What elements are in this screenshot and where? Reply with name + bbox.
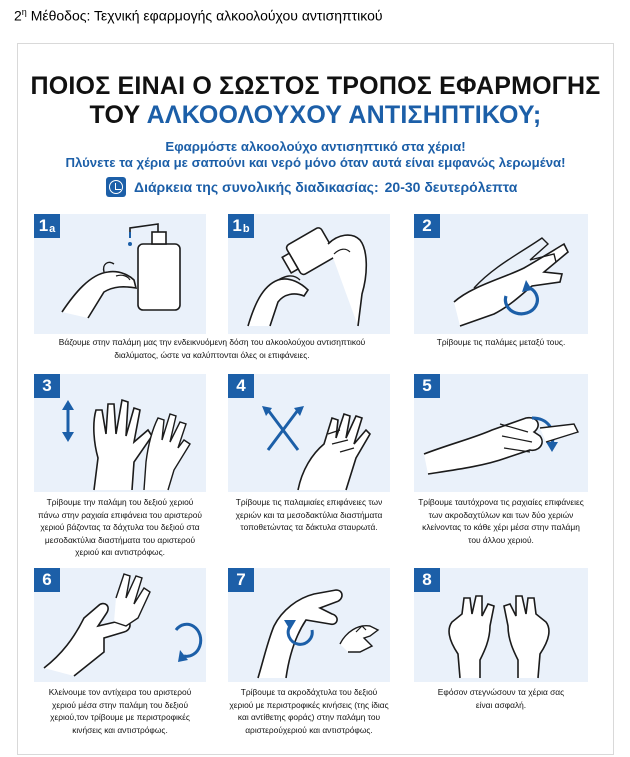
dry-hands-icon (414, 568, 588, 682)
caption-line: Τρίβουμε τα ακροδάχτυλα του δεξιού (240, 687, 378, 697)
step-panel-4 (228, 374, 390, 492)
caption-line: κινήσεις και αντιστρόφως. (72, 724, 168, 735)
method-number: 2 (14, 7, 22, 24)
caption-line: Εφόσον στεγνώσουν τα χέρια σας (437, 687, 565, 697)
caption-line: διαλύματος, ώστε να καλύπτονται όλες οι επιφάνειες. (114, 349, 310, 360)
step-7-caption (228, 686, 390, 736)
hand-pressing-bottle-icon (228, 214, 390, 334)
poster-subtitle-line1: Εφαρμόστε αλκοολούχο αντισηπτικό στα χέρια! (165, 139, 466, 154)
step-panel-6 (34, 568, 206, 682)
caption-line: των ακροδαχτύλων και των δύο χεριών (428, 509, 574, 520)
palm-to-palm-icon (414, 214, 588, 334)
backs-of-fingers-icon (414, 374, 588, 492)
poster-subtitle-line2: Πλύνετε τα χέρια με σαπούνι και νερό μόνο όταν αυτά είναι εμφανώς λερωμένα! (65, 155, 566, 170)
caption-line: χεριού βάζοντας τα δάχτυλα του δεξιού στα (40, 522, 200, 532)
fingers-interlaced-icon (228, 374, 390, 492)
step-2-caption: Τρίβουμε τις παλάμες μεταξύ τους. (436, 337, 566, 347)
hand-rub-poster (17, 43, 614, 755)
caption-line: χεριού μέσα στην παλάμη του δεξιού (51, 699, 189, 710)
title-highlight: ΑΛΚΟΟΛΟΥΧΟΥ ΑΝΤΙΣΗΠΤΙΚΟΥ; (146, 101, 542, 129)
caption-line: αριστερούχεριού και αντιστρόφως. (245, 724, 373, 735)
caption-line: Τρίβουμε την παλάμη του δεξιού χεριού (46, 497, 194, 507)
duration-value: 20-30 δευτερόλεπτα (384, 179, 518, 195)
duration-label: Διάρκεια της συνολικής διαδικασίας: (134, 179, 379, 195)
step-badge: 1 b (228, 214, 254, 238)
caption-line: κλείνοντας το κάθε χέρι μέσα στην παλάμη (422, 522, 580, 532)
step-8-caption (414, 686, 588, 711)
caption-line: χεριού και αντιστρόφως. (75, 547, 165, 557)
step-panel-7 (228, 568, 390, 682)
step-panel-1a (34, 214, 206, 334)
step-badge: 4 (228, 374, 254, 398)
step-panel-1b (228, 214, 390, 334)
step-panel-5 (414, 374, 588, 492)
step-5-caption (414, 496, 588, 546)
duration-row (106, 176, 517, 198)
caption-line: τοποθετώντας τα δάκτυλα σταυρωτά. (240, 522, 378, 532)
fingertips-in-palm-icon (228, 568, 390, 682)
poster-title-line1: ΠΟΙΟΣ ΕΙΝΑΙ Ο ΣΩΣΤΟΣ ΤΡΟΠΟΣ ΕΦΑΡΜΟΓΗΣ (30, 72, 601, 100)
step-badge: 7 (228, 568, 254, 592)
hand-under-dispenser-icon (34, 214, 206, 334)
step-badge: 3 (34, 374, 60, 398)
method-heading (14, 7, 383, 24)
caption-line: χεριού,τον τρίβουμε με περιστροφικές (50, 712, 190, 722)
step-6-caption (34, 686, 206, 736)
step-panel-2 (414, 214, 588, 334)
poster-title-line2 (18, 101, 613, 130)
step-badge: 5 (414, 374, 440, 398)
step-4-caption (228, 496, 390, 534)
caption-line: είναι ασφαλή. (475, 699, 527, 710)
caption-line: μεσοδακτύλια διαστήματα του αριστερού (44, 534, 196, 545)
step-panel-3 (34, 374, 206, 492)
title-prefix: ΤΟΥ (89, 101, 147, 129)
method-title: Μέθοδος: Τεχνική εφαρμογής αλκοολούχου αντισηπτικού (26, 7, 383, 24)
caption-line: χεριού με περιστροφικές κινήσεις (της ίδιας (229, 699, 389, 710)
step-badge: 6 (34, 568, 60, 592)
caption-line: Τρίβουμε ταυτόχρονα τις ραχιαίες επιφάνειες (418, 497, 584, 507)
step-badge: 2 (414, 214, 440, 238)
caption-line: Τρίβουμε τις παλαμιαίες επιφάνειες των (235, 497, 383, 507)
caption-line: και αντίθετης φοράς) στην παλάμη του (237, 712, 381, 722)
caption-line: του άλλου χεριού. (468, 534, 534, 545)
step-badge: 1 a (34, 214, 60, 238)
method-ordinal: η (21, 7, 27, 17)
step-3-caption (34, 496, 206, 559)
thumb-rotation-icon (34, 568, 206, 682)
step-1-caption (34, 336, 390, 361)
step-panel-8 (414, 568, 588, 682)
caption-line: Κλείνουμε τον αντίχειρα του αριστερού (48, 687, 192, 697)
clock-icon (106, 177, 126, 197)
caption-line: χεριών και τα μεσοδακτύλια διαστήματα (235, 509, 383, 520)
caption-line: Βάζουμε στην παλάμη μας την ενδεικνυόμενη δόση του αλκοολούχου αντισηπτικού (58, 337, 366, 347)
caption-line: πάνω στην ραχιαία επιφάνεια του αριστερού (38, 509, 202, 520)
palm-over-dorsum-icon (34, 374, 206, 492)
step-badge: 8 (414, 568, 440, 592)
